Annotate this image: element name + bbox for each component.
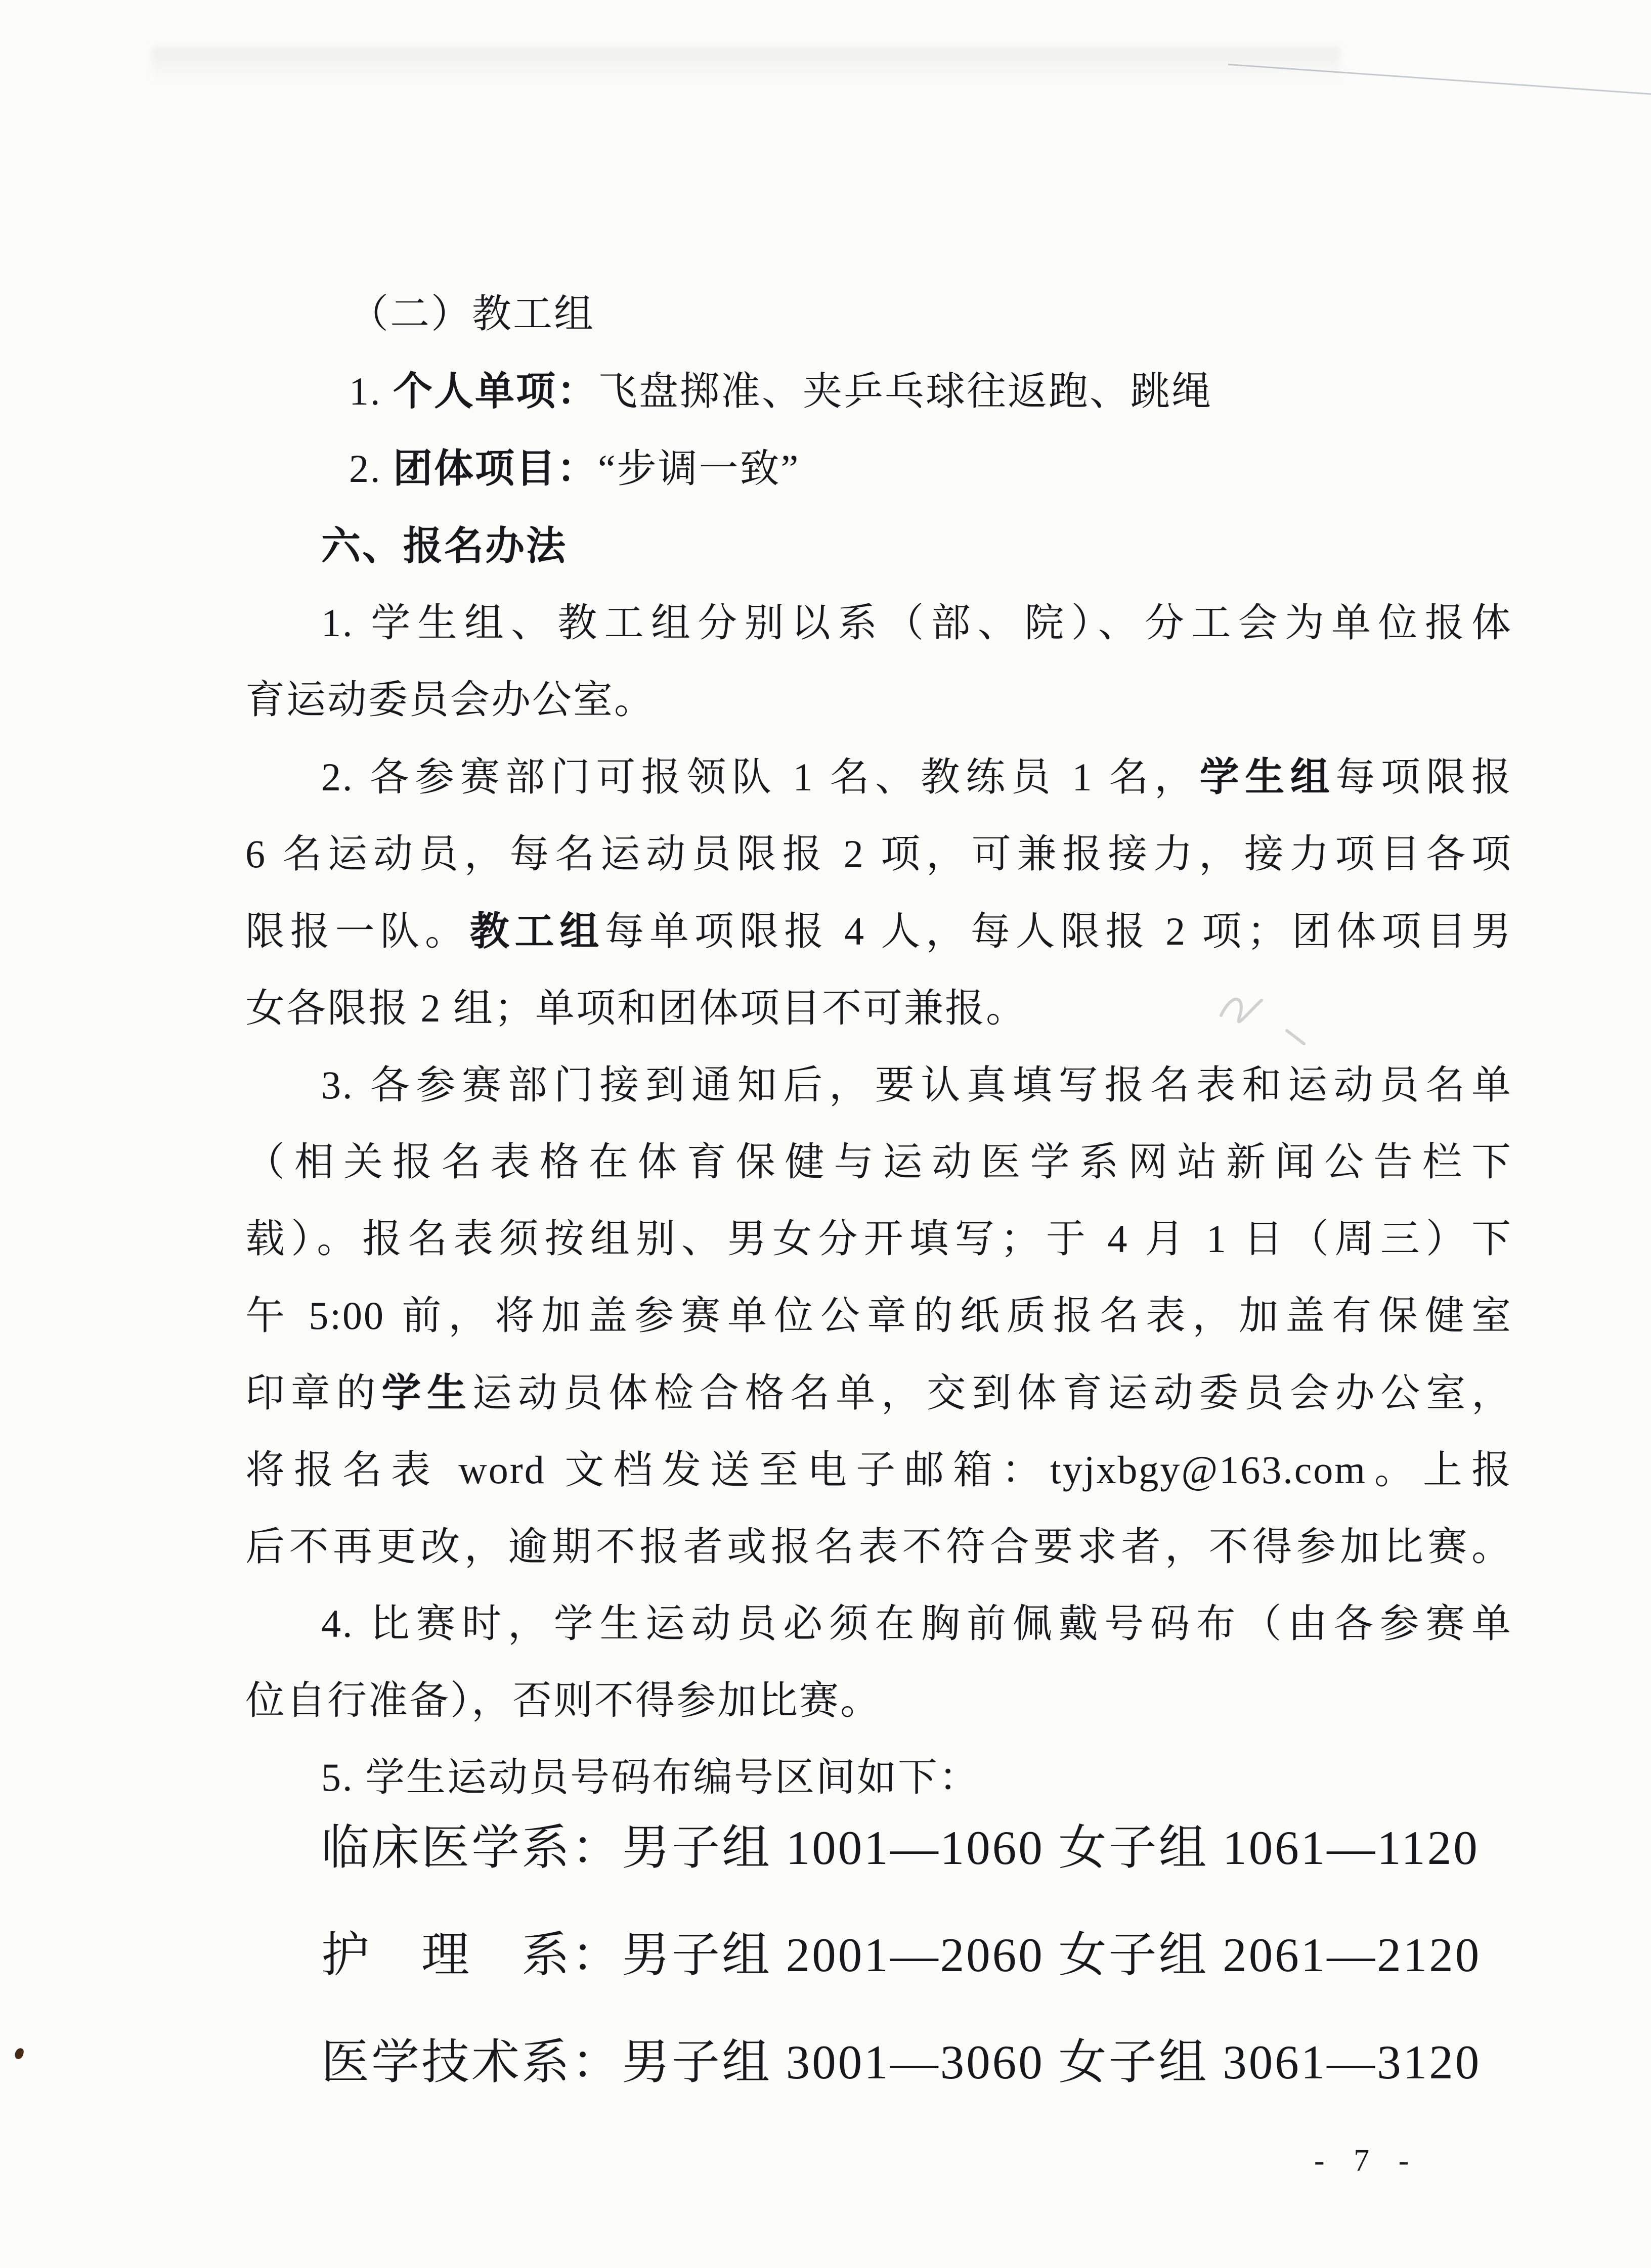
text-segment: 载）。报名表须按组别、男女分开填写；于 4 月 1 日（周三）下: [245, 1217, 1512, 1261]
paragraph-3-line-3: [245, 1200, 1512, 1277]
paragraph-3-line-6: [245, 1432, 1512, 1508]
section-heading-staff-group: [245, 276, 1512, 352]
paragraph-2-line-3: [245, 893, 1512, 970]
text-segment: （相关报名表格在体育保健与运动医学系网站新闻公告栏下: [245, 1140, 1512, 1184]
text-segment: 每单项限报 4 人，每人限报 2 项；团体项目男: [604, 909, 1512, 953]
paragraph-4-line-1: [245, 1585, 1512, 1662]
text-segment: 女各限报 2 组；单项和团体项目不可兼报。: [245, 986, 1027, 1030]
text-segment: 将报名表 word 文档发送至电子邮箱：tyjxbgy@163.com。上报: [245, 1448, 1512, 1492]
paragraph-3-line-4: [245, 1277, 1512, 1354]
emphasis-text: 个人单项：: [393, 369, 598, 413]
paragraph-3-line-5: [245, 1354, 1512, 1432]
text-segment: 2.: [349, 447, 393, 491]
text-segment: 6 名运动员，每名运动员限报 2 项，可兼报接力，接力项目各项: [245, 832, 1512, 876]
item-team-event: [245, 430, 1512, 507]
paragraph-1-line-1: [245, 585, 1512, 661]
paragraph-4-line-2: [245, 1662, 1512, 1739]
emphasis-text: 教工组: [469, 909, 605, 953]
text-segment: 位自行准备），否则不得参加比赛。: [245, 1678, 882, 1722]
text-segment: 育运动委员会办公室。: [245, 678, 656, 722]
text-segment: 后不再更改，逾期不报者或报名表不符合要求者，不得参加比赛。: [245, 1525, 1512, 1569]
athlete-number-roster: [245, 1794, 1611, 2116]
text-segment: 每项限报: [1335, 755, 1512, 799]
paragraph-3-line-7: [245, 1508, 1512, 1585]
roster-medical-technology: [245, 2009, 1611, 2116]
text-segment: 运动员体检合格名单，交到体育运动委员会办公室，: [472, 1371, 1512, 1415]
text-segment: 2. 各参赛部门可报领队 1 名、教练员 1 名，: [321, 755, 1200, 799]
emphasis-text: 团体项目：: [393, 446, 598, 491]
text-segment: 4. 比赛时，学生运动员必须在胸前佩戴号码布（由各参赛单: [321, 1602, 1512, 1646]
scan-top-noise-band: [152, 47, 1340, 84]
text-segment: 护 理 系：男子组 2001—2060 女子组 2061—2120: [321, 1928, 1482, 1982]
text-segment: 午 5:00 前，将加盖参赛单位公章的纸质报名表，加盖有保健室: [245, 1294, 1512, 1338]
text-segment: 1. 学生组、教工组分别以系（部、院）、分工会为单位报体: [321, 601, 1512, 645]
emphasis-text: 学生组: [1199, 754, 1336, 799]
paragraph-2-line-1: [245, 738, 1512, 816]
emphasis-text: 学生: [381, 1370, 472, 1415]
roster-clinical-medicine: [245, 1794, 1611, 1901]
text-segment: 3. 各参赛部门接到通知后，要认真填写报名表和运动员名单: [321, 1063, 1512, 1107]
text-segment: 印章的: [245, 1371, 382, 1415]
roster-nursing: [245, 1901, 1611, 2009]
paragraph-1-line-2: [245, 661, 1512, 738]
emphasis-text: 六、报名办法: [321, 523, 568, 568]
paragraph-3-line-2: [245, 1124, 1512, 1200]
paragraph-2-line-2: [245, 816, 1512, 893]
text-segment: 限报一队。: [245, 909, 470, 953]
text-segment: 5. 学生运动员号码布编号区间如下：: [321, 1755, 980, 1799]
paragraph-2-line-4: [245, 970, 1512, 1047]
item-individual-events: [245, 352, 1512, 430]
text-segment: 临床医学系：男子组 1001—1060 女子组 1061—1120: [321, 1821, 1480, 1875]
paragraph-3-line-1: [245, 1047, 1512, 1124]
text-segment: （二）教工组: [349, 292, 595, 336]
page-number: - 7 -: [1314, 2144, 1413, 2178]
text-segment: 医学技术系：男子组 3001—3060 女子组 3061—3120: [321, 2035, 1482, 2089]
text-segment: “步调一致”: [598, 447, 800, 491]
scan-ink-speck: [14, 2047, 25, 2060]
text-segment: 1.: [349, 369, 393, 413]
text-segment: 飞盘掷准、夹乒乓球往返跑、跳绳: [598, 369, 1213, 413]
section-heading-registration-method: [245, 507, 1512, 585]
document-body-text: [245, 276, 1512, 1816]
